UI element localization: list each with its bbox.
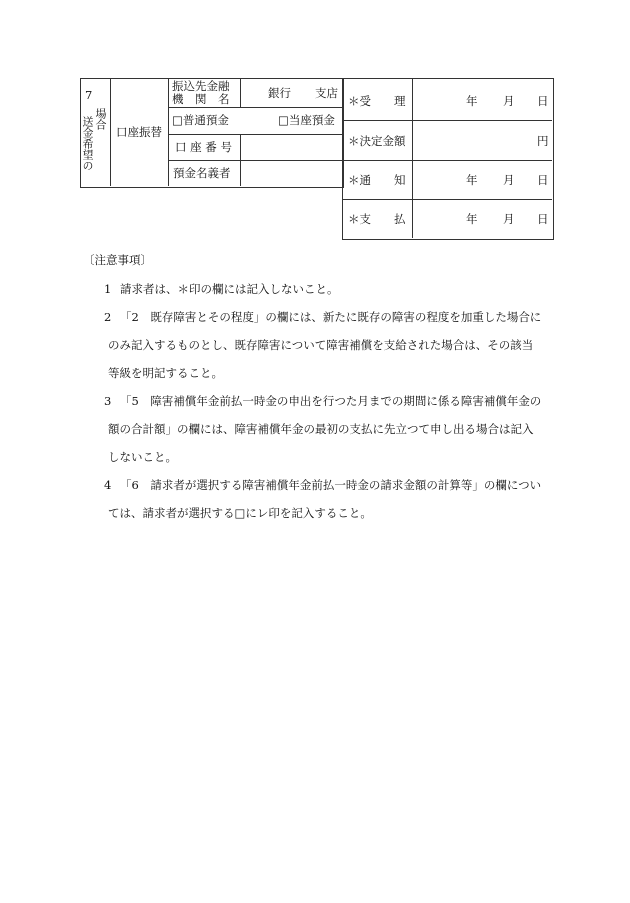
note-line: しないこと。 [108, 450, 177, 464]
divider [168, 78, 169, 186]
received-year: 年 [466, 94, 478, 108]
account-transfer-label: 口座振替 [116, 125, 162, 139]
note-number: 4 [104, 478, 112, 492]
received-label: ＊受 理 [348, 94, 406, 108]
note-line: のみ記入するものとし、既存障害について障害補償を支給された場合は、その該当 [108, 338, 534, 352]
divider [110, 78, 111, 186]
bank-suffix: 銀行 [268, 86, 291, 100]
divider [342, 120, 552, 121]
notes-heading: 〔注意事項〕 [83, 253, 152, 267]
note-line: 「6 請求者が選択する障害補償年金前払一時金の請求金額の計算等」の欄につい [120, 478, 542, 492]
paid-year: 年 [466, 212, 478, 226]
note-line: 請求者は、＊印の欄には記入しないこと。 [120, 282, 339, 296]
note-number: 3 [104, 394, 112, 408]
note-line: 額の合計額」の欄には、障害補償年金の最初の支払に先立つて申し出る場合は記入 [108, 422, 534, 436]
ordinary-deposit-checkbox[interactable]: □普通預金 [172, 113, 229, 127]
divider [168, 107, 342, 108]
notified-day: 日 [537, 173, 549, 187]
section-label-col-2: 送金希望の [81, 116, 94, 171]
divider [240, 78, 241, 107]
paid-month: 月 [503, 212, 515, 226]
divider [342, 199, 552, 200]
section-number: 7 [85, 88, 93, 102]
note-number: 2 [104, 310, 112, 324]
notified-label: ＊通 知 [348, 173, 406, 187]
divider [342, 160, 552, 161]
current-deposit-checkbox[interactable]: □当座預金 [278, 113, 335, 127]
note-line: 「2 既存障害とその程度」の欄には、新たに既存の障害の程度を加重した場合に [120, 310, 542, 324]
bank-label-line-2: 機 関 名 [172, 92, 230, 106]
received-month: 月 [503, 94, 515, 108]
account-number-label: 口 座 番 号 [175, 140, 232, 154]
paid-day: 日 [537, 212, 549, 226]
decided-amount-label: ＊決定金額 [348, 134, 406, 148]
account-holder-label: 預金名義者 [173, 166, 231, 180]
section-label-col-1: 場合 [94, 108, 107, 130]
note-line: ては、請求者が選択する□にレ印を記入すること。 [108, 506, 372, 520]
bank-label-line-1: 振込先金融 [172, 79, 230, 93]
notified-month: 月 [503, 173, 515, 187]
notified-year: 年 [466, 173, 478, 187]
note-line: 「5 障害補償年金前払一時金の申出を行つた月までの期間に係る障害補償年金の [120, 394, 542, 408]
divider [168, 160, 342, 161]
note-number: 1 [104, 282, 112, 296]
divider [412, 78, 413, 238]
received-day: 日 [537, 94, 549, 108]
divider [168, 134, 342, 135]
decided-amount-yen: 円 [537, 134, 549, 148]
note-line: 等級を明記すること。 [108, 366, 223, 380]
paid-label: ＊支 払 [348, 212, 406, 226]
branch-suffix: 支店 [315, 86, 338, 100]
